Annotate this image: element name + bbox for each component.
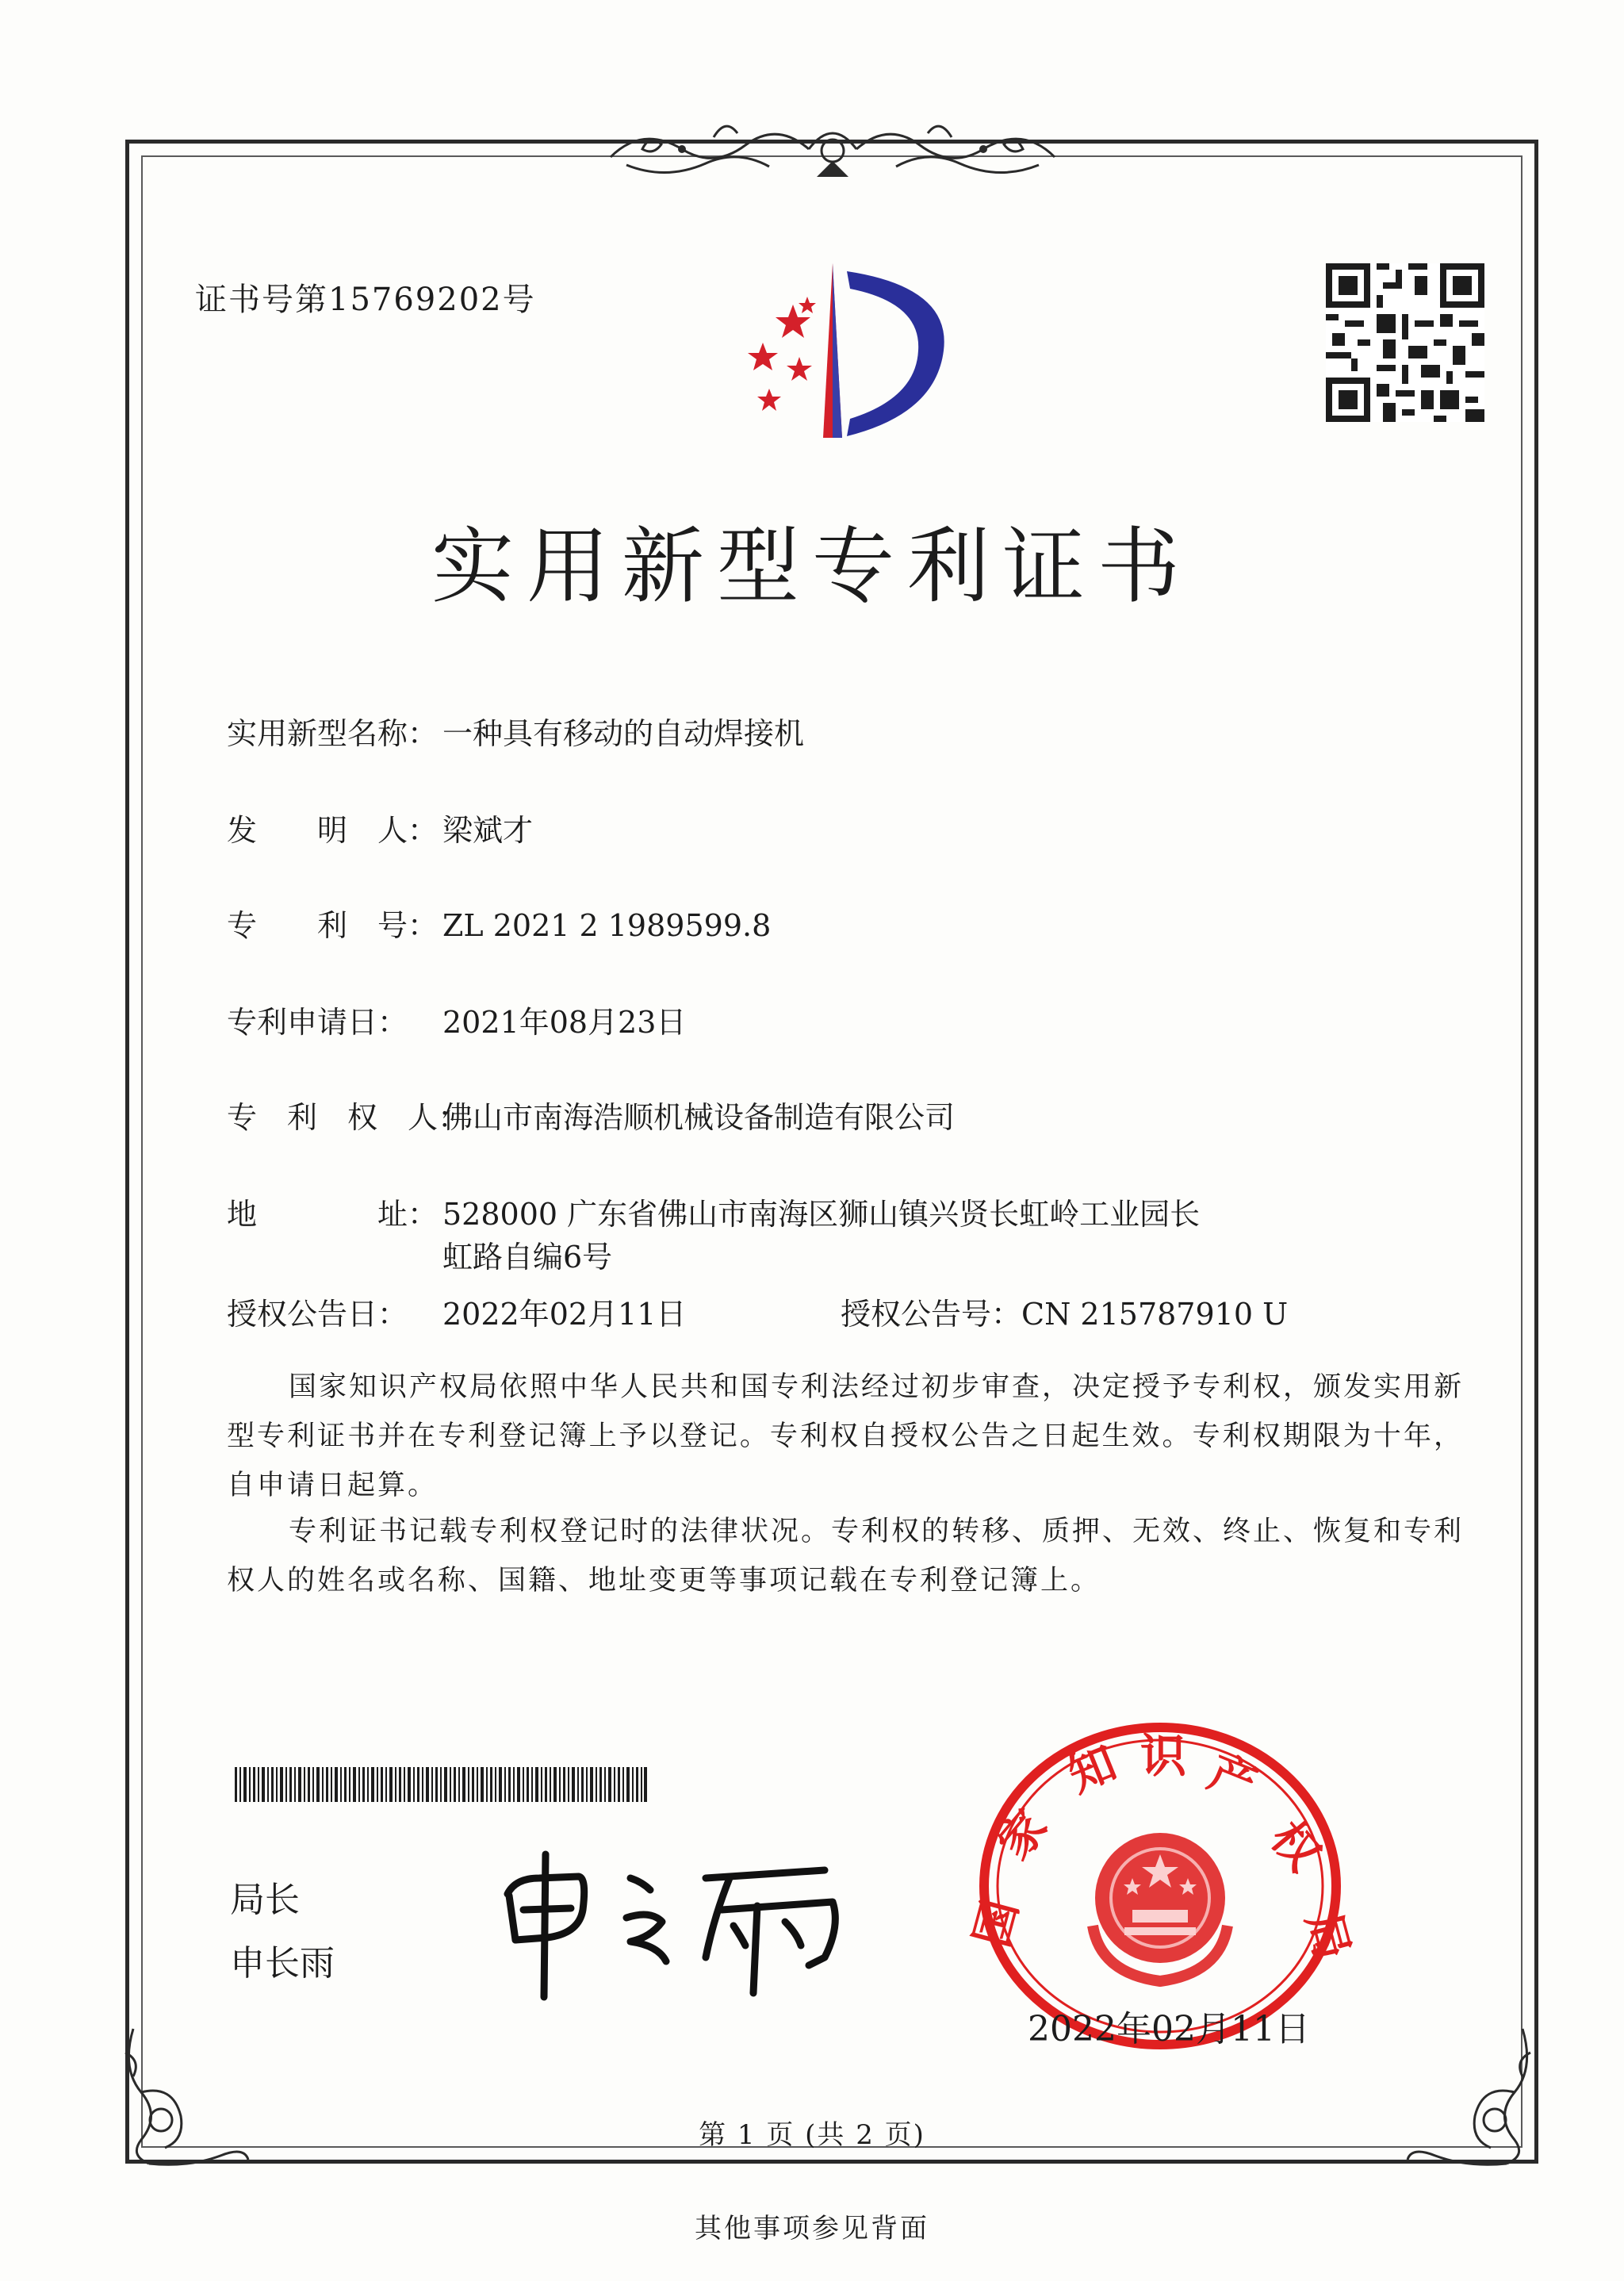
- field-patent-number: [227, 904, 771, 947]
- field-filing-date: [227, 1001, 686, 1044]
- field-grant-date: [227, 1293, 686, 1336]
- field-patentee: [227, 1096, 955, 1139]
- certificate-number: 证书号第15769202号: [195, 282, 536, 318]
- field-label: 专 利 号：: [227, 908, 439, 943]
- field-label: 授权公告号：: [841, 1297, 1022, 1332]
- field-address: [227, 1193, 1235, 1279]
- field-value: 2021年08月23日: [442, 1005, 687, 1040]
- director-name: 申长雨: [230, 1943, 335, 1984]
- field-label: 专 利 权 人：: [227, 1100, 469, 1135]
- barcode: [235, 1767, 647, 1802]
- address-line-2: 虹路自编6号: [442, 1240, 613, 1275]
- field-value: 一种具有移动的自动焊接机: [442, 716, 805, 751]
- qr-code: [1326, 263, 1484, 422]
- field-utility-model-name: [227, 712, 804, 755]
- svg-text:权: 权: [1260, 1811, 1331, 1881]
- field-label: 发 明 人：: [227, 813, 439, 848]
- field-grant-number: [841, 1293, 1288, 1336]
- svg-text:知: 知: [1060, 1735, 1124, 1803]
- address-line-1: 528000 广东省佛山市南海区狮山镇兴贤长虹岭工业园长: [442, 1197, 1201, 1232]
- field-value: CN 215787910 U: [1021, 1297, 1289, 1332]
- field-value: 2022年02月11日: [442, 1297, 687, 1332]
- svg-text:识: 识: [1140, 1729, 1187, 1783]
- cnipa-logo: [714, 255, 967, 446]
- field-inventor: [227, 809, 533, 852]
- footer-note: 其他事项参见背面: [695, 2213, 929, 2245]
- certificate-title: 实用新型专利证书: [431, 518, 1193, 615]
- handwritten-signature: [492, 1846, 856, 2005]
- field-label: 专利申请日：: [227, 1005, 408, 1040]
- field-label: 实用新型名称：: [227, 716, 439, 751]
- field-label: 地 址：: [227, 1197, 439, 1232]
- top-ornament: [595, 102, 1071, 197]
- field-value: [442, 1193, 1235, 1279]
- svg-text:家: 家: [986, 1799, 1059, 1869]
- director-title: 局长: [230, 1880, 300, 1920]
- svg-text:国: 国: [963, 1893, 1028, 1953]
- field-label: 授权公告日：: [227, 1297, 408, 1332]
- page-indicator: 第 1 页 (共 2 页): [699, 2119, 925, 2151]
- seal-date: 2022年02月11日: [1028, 2009, 1310, 2049]
- field-value: 佛山市南海浩顺机械设备制造有限公司: [442, 1100, 956, 1135]
- body-paragraph-1: 国家知识产权局依照中华人民共和国专利法经过初步审查，决定授予专利权，颁发实用新型专利证书并在专利登记簿上予以登记。专利权自授权公告之日起生效。专利权期限为十年，自申请日起算。: [227, 1371, 1465, 1501]
- field-value: 梁斌才: [442, 813, 534, 848]
- body-paragraph-2: 专利证书记载专利权登记时的法律状况。专利权的转移、质押、无效、终止、恢复和专利权人的姓名或名称、国籍、地址变更等事项记载在专利登记簿上。: [227, 1516, 1465, 1597]
- svg-text:产: 产: [1201, 1744, 1265, 1812]
- field-value: ZL 2021 2 1989599.8: [442, 908, 772, 943]
- svg-text:局: 局: [1296, 1907, 1361, 1965]
